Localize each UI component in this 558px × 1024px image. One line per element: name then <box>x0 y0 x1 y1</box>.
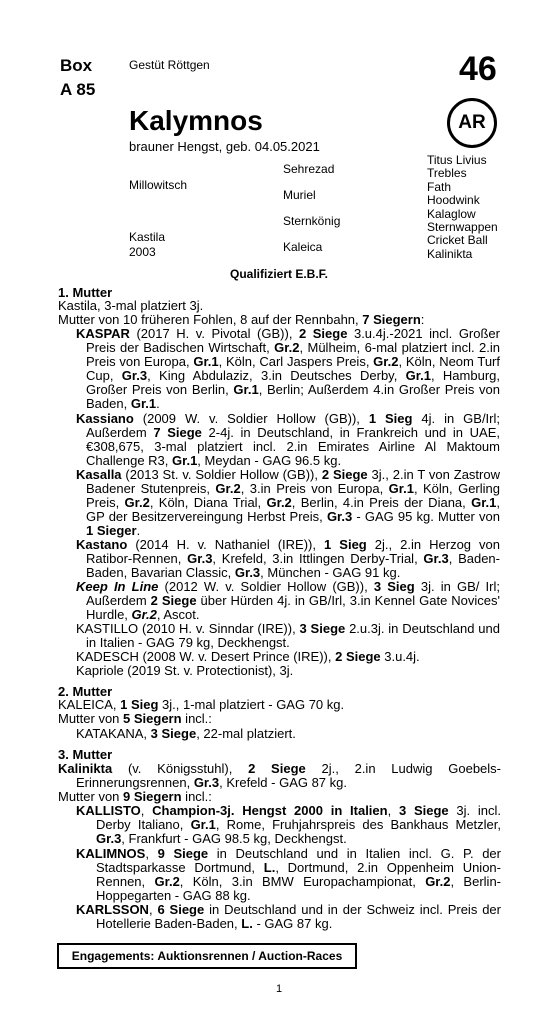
pedigree-dam: Kastila <box>129 230 166 244</box>
mutter3-kalinikta: Kalinikta (v. Königsstuhl), 2 Siege 2j., 2.in Ludwig Goebels-Erinnerungsrennen, Gr.3, Krefeld - GAG 87 kg. <box>58 761 501 790</box>
pedigree-dam-year: 2003 <box>129 245 156 259</box>
pedigree-dam-dam: Kaleica <box>283 240 323 254</box>
pedigree-gen3-item: Fath <box>427 179 452 194</box>
mutter2-line2 <box>58 712 212 726</box>
offspring-kaspar: KASPAR (2017 H. v. Pivotal (GB)), 2 Siege 3.u.4j.-2021 incl. Großer Preis der Badischen Wirtschaft, Gr.2, Mülheim, 6-mal platziert incl. 2.in Preis von Europa, Gr.1, Köln, Carl Jaspers Preis, Gr.2, Köln, Neom Turf Cup, Gr.3, King Abdulaziz, 3.in Deutsches Derby, Gr.1, Hamburg, Großer Preis von Berlin, Gr.1, Berlin; Außerdem 4.in Großer Preis von Baden, Gr.1. <box>76 326 501 411</box>
box-label <box>60 54 95 102</box>
mutter2-line2-post: incl.: <box>181 711 212 726</box>
pedigree-gen3-item: Kalinikta <box>427 246 473 261</box>
pedigree-gen3 <box>427 154 498 261</box>
mutter2-line1-bold: 1 Sieg <box>120 697 159 712</box>
horse-description: brauner Hengst, geb. 04.05.2021 <box>129 139 320 154</box>
mutter1-line2 <box>58 313 424 327</box>
mutter3-line2-pre: Mutter von <box>58 789 124 804</box>
mutter2-line1 <box>58 698 344 712</box>
pedigree-sire-dam: Muriel <box>283 188 316 202</box>
box-label-text: Box <box>60 56 93 75</box>
pedigree-sire: Millowitsch <box>129 178 188 192</box>
offspring-keep-in-line: Keep In Line (2012 W. v. Soldier Hollow (GB)), 3 Sieg 3j. in GB/ Irl; Außerdem 2 Siege über Hürden 4j. in GB/Irl, 3.in Kennel Gate Novices' Hurdle, Gr.2, Ascot. <box>76 579 500 622</box>
lot-number: 46 <box>459 50 497 88</box>
pedigree-dam-sire: Sternkönig <box>283 214 341 228</box>
offspring-kalimnos: KALIMNOS, 9 Siege in Deutschland und in Italien incl. G. P. der Stadtsparkasse Dortmund, L., Dortmund, 2.in Oppenheim Union-Rennen, Gr.2, Köln, 3.in BMW Europachampionat, Gr.2, Berlin-Hoppegarten - GAG 88 kg. <box>76 846 501 903</box>
engagements-box: Engagements: Auktionsrennen / Auction-Races <box>57 943 357 969</box>
offspring-kassiano: Kassiano (2009 W. v. Soldier Hollow (GB)), 1 Sieg 4j. in GB/Irl; Außerdem 7 Siege 2-4j. in Deutschland, in Frankreich und in UAE, €308,675, 3-mal platziert incl. 2.in Emirates Airline Al Maktoum Challenge R3, Gr.1, Meydan - GAG 96.5 kg. <box>76 411 501 468</box>
pedigree-gen3-item: Hoodwink <box>427 193 480 208</box>
mutter1-line2-post: : <box>420 312 425 327</box>
mutter2-title: 2. Mutter <box>58 684 113 699</box>
qualification: Qualifiziert E.B.F. <box>229 267 328 281</box>
mutter3-line2-bold: 9 Siegern <box>123 789 182 804</box>
horse-name: Kalymnos <box>129 105 263 136</box>
mutter2-line2-bold: 5 Siegern <box>123 711 182 726</box>
mutter3-line2 <box>58 790 212 804</box>
pedigree-gen3-item: Cricket Ball <box>427 233 488 248</box>
offspring-kastano: Kastano (2014 H. v. Nathaniel (IRE)), 1 Sieg 2j., 2.in Herzog von Ratibor-Rennen, Gr.3, Krefeld, 3.in Ittlingen Derby-Trial, Gr.3, Baden-Baden, Bavarian Classic, Gr.3, München - GAG 91 kg. <box>76 537 501 580</box>
pedigree-gen3-item: Kalaglow <box>427 206 476 221</box>
offspring-kasalla: Kasalla (2013 St. v. Soldier Hollow (GB)), 2 Siege 3j., 2.in T von Zastrow Badener Stutenpreis, Gr.2, 3.in Preis von Europa, Gr.1, Köln, Gerling Preis, Gr.2, Köln, Diana Trial, Gr.2, Berlin, 4.in Preis der Diana, Gr.1, GP der Besitzervereingung Herbst Preis, Gr.3 - GAG 95 kg. Mutter von 1 Sieger. <box>76 467 501 538</box>
stud-name: Gestüt Röttgen <box>129 58 210 72</box>
mutter2-line3-pre: KATAKANA, <box>76 726 151 741</box>
pedigree-sire-sire: Sehrezad <box>283 162 335 176</box>
mutter2-line2-pre: Mutter von <box>58 711 124 726</box>
offspring-kallisto: KALLISTO, Champion-3j. Hengst 2000 in Italien, 3 Siege 3j. incl. Derby Italiano, Gr.1, Rome, Fruhjahrspreis des Bankhaus Metzler, Gr.3, Frankfurt - GAG 98.5 kg, Deckhengst. <box>76 803 501 846</box>
ar-badge: AR <box>447 98 497 148</box>
offspring-karlsson: KARLSSON, 6 Siege in Deutschland und in der Schweiz incl. Preis der Hotellerie Baden-Baden, L. - GAG 87 kg. <box>76 902 501 931</box>
offspring-kadesch: KADESCH (2008 W. v. Desert Prince (IRE)), 2 Siege 3.u.4j. <box>76 649 420 664</box>
mutter1-line2-bold: 7 Siegern <box>362 312 421 327</box>
mutter2-line1-pre: KALEICA, <box>58 697 121 712</box>
pedigree-gen3-item: Sternwappen <box>427 220 498 235</box>
mutter3-line2-post: incl.: <box>181 789 212 804</box>
offspring-kastillo: KASTILLO (2010 H. v. Sinndar (IRE)), 3 Siege 2.u.3j. in Deutschland und in Italien - GAG 79 kg, Deckhengst. <box>76 621 500 650</box>
mutter2-line1-post: 3j., 1-mal platziert - GAG 70 kg. <box>158 697 345 712</box>
mutter1-line2-pre: Mutter von 10 früheren Fohlen, 8 auf der Rennbahn, <box>58 312 363 327</box>
box-number: A 85 <box>60 80 96 99</box>
mutter3-title: 3. Mutter <box>58 747 113 762</box>
pedigree-gen3-item: Titus Livius <box>427 153 487 167</box>
mutter1-title: 1. Mutter <box>58 285 113 300</box>
mutter1-line1: Kastila, 3-mal platziert 3j. <box>58 298 204 313</box>
mutter2-line3-bold: 3 Siege <box>150 726 197 741</box>
mutter2-line3-post: , 22-mal platziert. <box>196 726 296 741</box>
page-number: 1 <box>275 983 283 995</box>
offspring-kapriole: Kapriole (2019 St. v. Protectionist), 3j. <box>76 663 294 678</box>
pedigree-gen3-item: Trebles <box>427 166 467 181</box>
mutter2-line3 <box>76 727 296 741</box>
